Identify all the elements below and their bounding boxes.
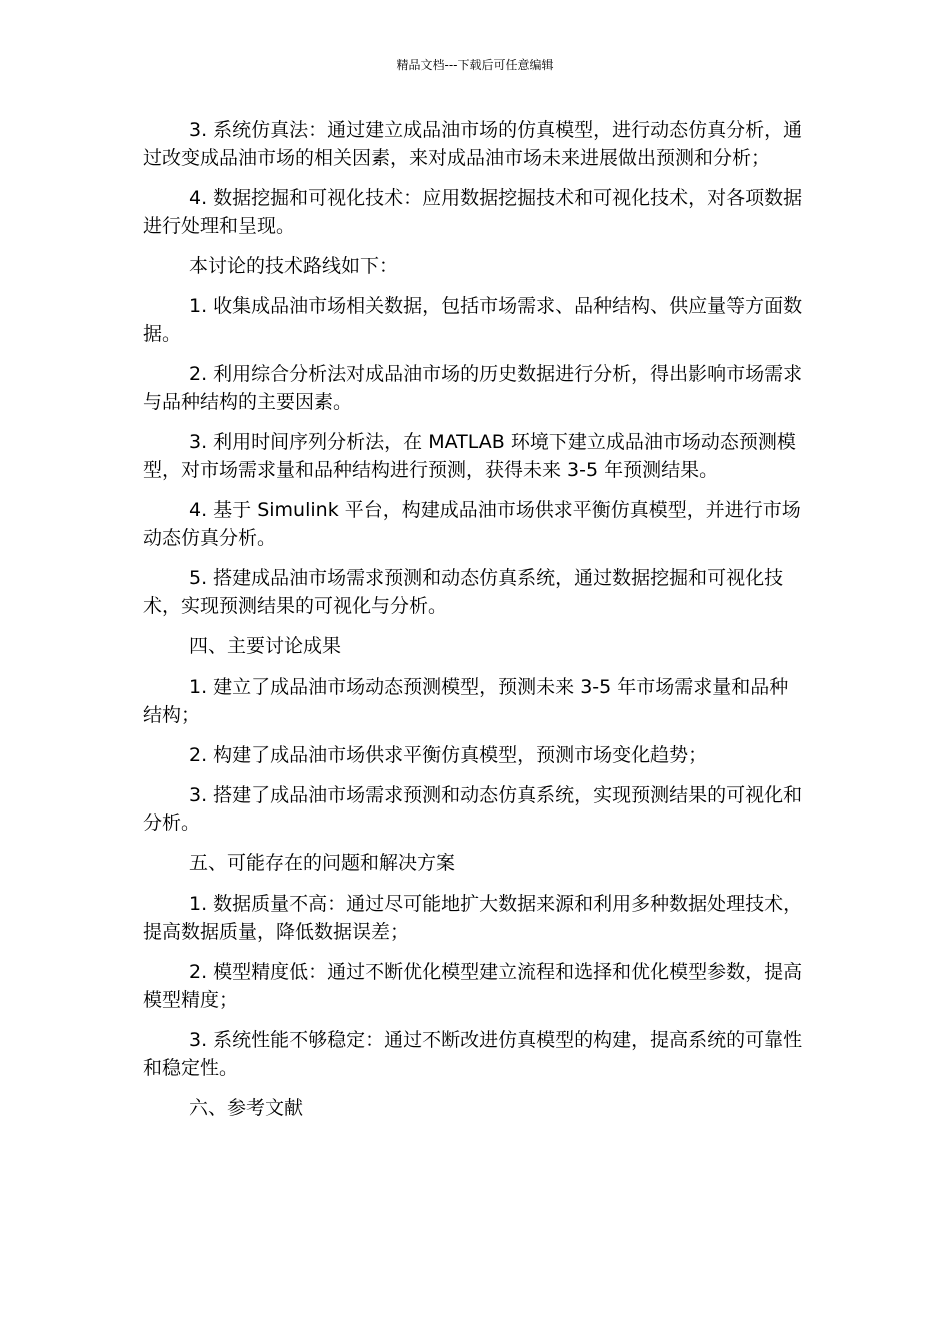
paragraph-problem-1: 1. 数据质量不高：通过尽可能地扩大数据来源和利用多种数据处理技术，提高数据质量，降低数据误差；: [143, 893, 803, 943]
page-header: 精品文档---下载后可任意编辑: [396, 58, 554, 72]
paragraph-problem-2: 2. 模型精度低：通过不断优化模型建立流程和选择和优化模型参数，提高模型精度；: [143, 961, 803, 1011]
paragraph-problem-3: 3. 系统性能不够稳定：通过不断改进仿真模型的构建，提高系统的可靠性和稳定性。: [143, 1029, 803, 1079]
paragraph-system-simulation: 3. 系统仿真法：通过建立成品油市场的仿真模型，进行动态仿真分析，通过改变成品油市场的相关因素，来对成品油市场未来进展做出预测和分析；: [143, 119, 803, 169]
document-body: [143, 116, 803, 1135]
paragraph-route-step-1: 1. 收集成品油市场相关数据，包括市场需求、品种结构、供应量等方面数据。: [143, 295, 803, 345]
paragraph-result-2: 2. 构建了成品油市场供求平衡仿真模型，预测市场变化趋势；: [189, 744, 708, 766]
paragraph-route-step-5: 5. 搭建成品油市场需求预测和动态仿真系统，通过数据挖掘和可视化技术，实现预测结果的可视化与分析。: [143, 567, 784, 617]
paragraph-result-1: 1. 建立了成品油市场动态预测模型，预测未来 3-5 年市场需求量和品种结构；: [143, 676, 789, 726]
section-heading-problems: 五、可能存在的问题和解决方案: [189, 852, 456, 874]
paragraph-data-mining: 4. 数据挖掘和可视化技术：应用数据挖掘技术和可视化技术，对各项数据进行处理和呈现。: [143, 187, 803, 237]
section-heading-references: 六、参考文献: [189, 1097, 304, 1119]
paragraph-technical-route-intro: 本讨论的技术路线如下：: [189, 255, 399, 277]
paragraph-route-step-2: 2. 利用综合分析法对成品油市场的历史数据进行分析，得出影响市场需求与品种结构的主要因素。: [143, 363, 803, 413]
paragraph-result-3: 3. 搭建了成品油市场需求预测和动态仿真系统，实现预测结果的可视化和分析。: [143, 784, 803, 834]
section-heading-results: 四、主要讨论成果: [189, 635, 342, 657]
paragraph-route-step-3: 3. 利用时间序列分析法，在 MATLAB 环境下建立成品油市场动态预测模型，对市场需求量和品种结构进行预测，获得未来 3-5 年预测结果。: [143, 431, 796, 481]
paragraph-route-step-4: 4. 基于 Simulink 平台，构建成品油市场供求平衡仿真模型，并进行市场动态仿真分析。: [143, 499, 801, 549]
